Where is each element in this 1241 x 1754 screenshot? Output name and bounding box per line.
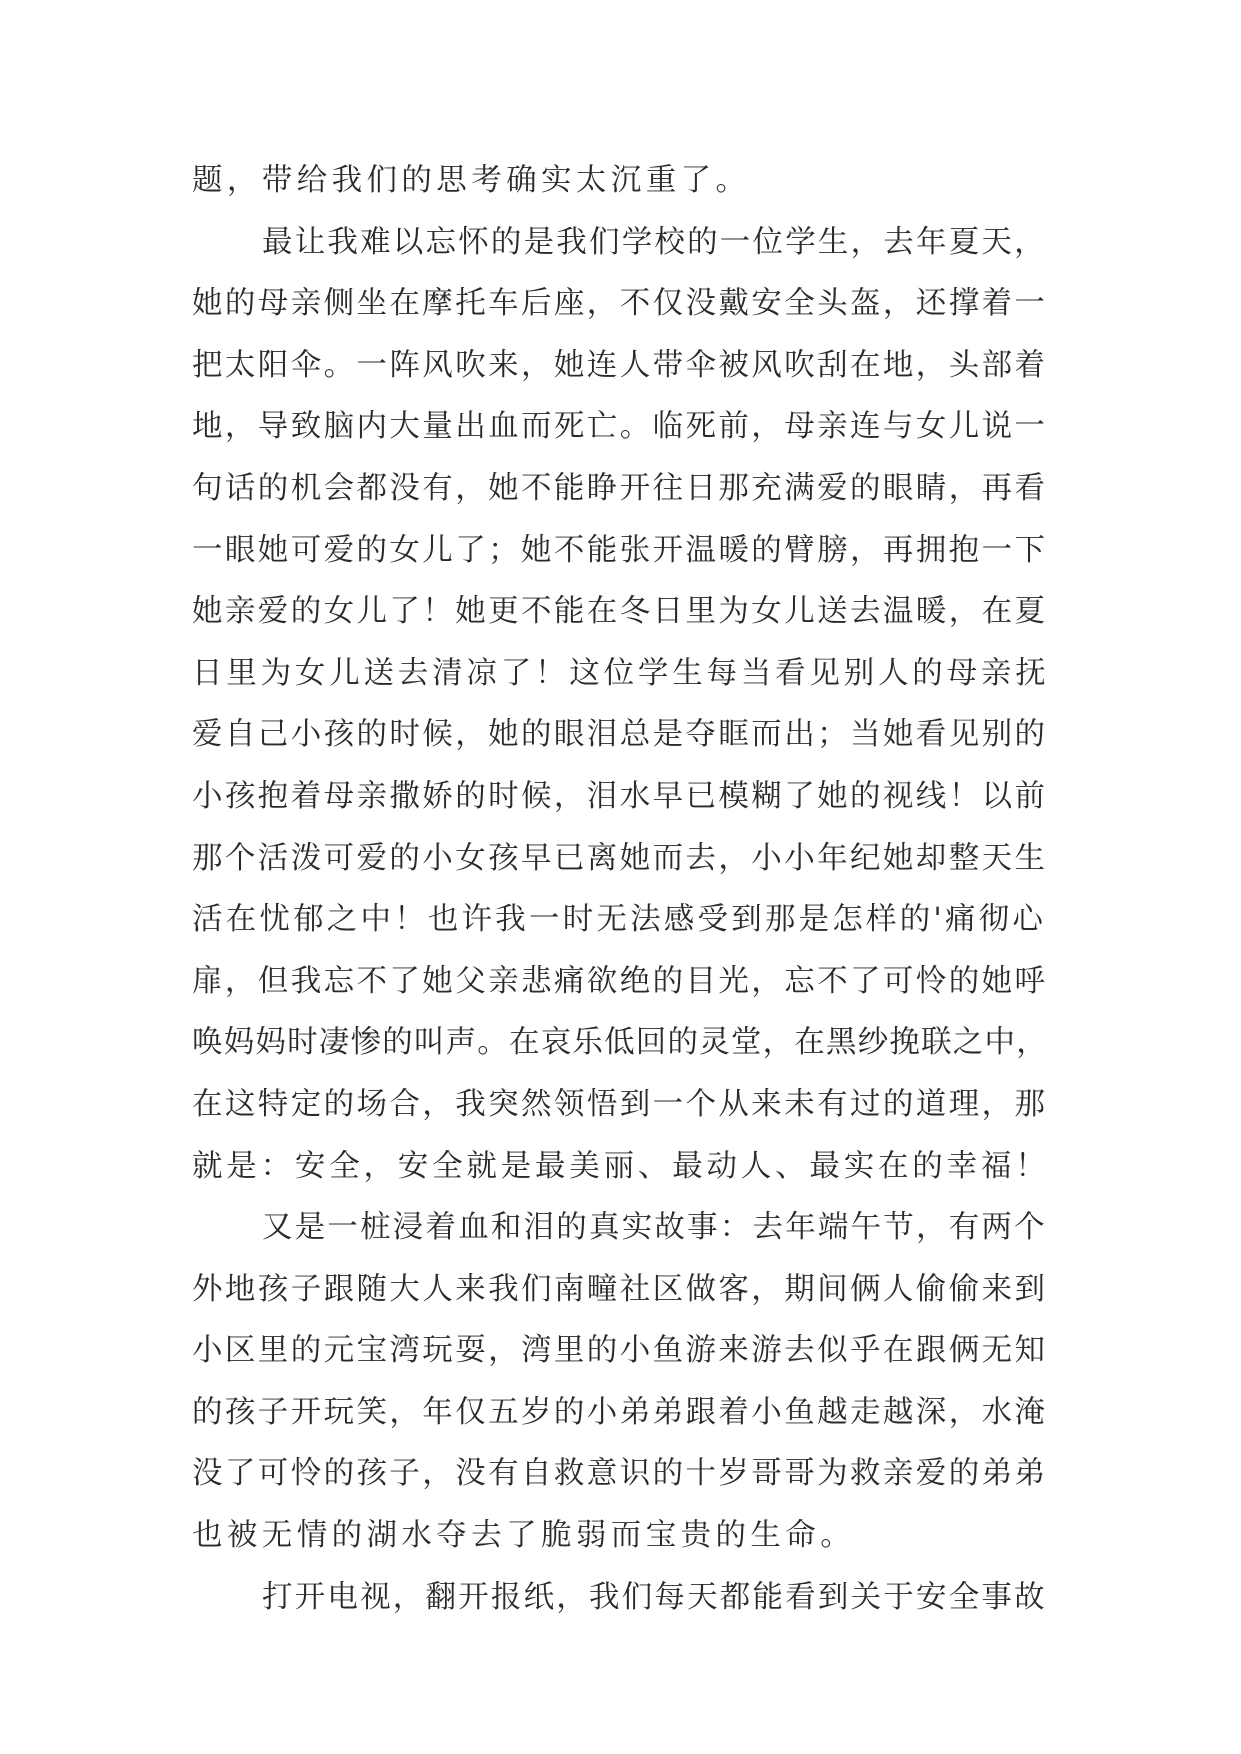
paragraph-first-line: 最让我难以忘怀的是我们学校的一位学生，去年夏天， — [262, 224, 1047, 260]
text-line: 她的母亲侧坐在摩托车后座，不仅没戴安全头盔，还撑着一 — [192, 286, 1048, 322]
text-line: 题，带给我们的思考确实太沉重了。 — [192, 163, 751, 198]
text-line: 爱自己小孩的时候，她的眼泪总是夺眶而出；当她看见别的 — [192, 717, 1048, 753]
text-line: 的孩子开玩笑，年仅五岁的小弟弟跟着小鱼越走越深，水淹 — [192, 1394, 1048, 1430]
document-body — [192, 150, 1050, 1628]
text-line: 小孩抱着母亲撒娇的时候，泪水早已模糊了她的视线！以前 — [192, 778, 1048, 814]
text-line: 把太阳伞。一阵风吹来，她连人带伞被风吹刮在地，头部着 — [192, 347, 1048, 383]
paragraph-first-line: 打开电视，翻开报纸，我们每天都能看到关于安全事故 — [262, 1579, 1047, 1615]
text-line: 就是：安全，安全就是最美丽、最动人、最实在的幸福！ — [192, 1148, 1050, 1184]
text-line: 在这特定的场合，我突然领悟到一个从来未有过的道理，那 — [192, 1086, 1048, 1122]
text-line: 日里为女儿送去清凉了！这位学生每当看见别人的母亲抚 — [192, 655, 1050, 691]
text-line: 那个活泼可爱的小女孩早已离她而去，小小年纪她却整天生 — [192, 840, 1048, 876]
text-line: 小区里的元宝湾玩耍，湾里的小鱼游来游去似乎在跟俩无知 — [192, 1333, 1048, 1369]
text-line: 扉，但我忘不了她父亲悲痛欲绝的目光，忘不了可怜的她呼 — [192, 963, 1048, 999]
text-line: 唤妈妈时凄惨的叫声。在哀乐低回的灵堂，在黑纱挽联之中， — [192, 1025, 1048, 1061]
text-line: 活在忧郁之中！也许我一时无法感受到那是怎样的'痛彻心 — [192, 902, 1047, 938]
text-line: 她亲爱的女儿了！她更不能在冬日里为女儿送去温暖，在夏 — [192, 594, 1048, 630]
text-line: 外地孩子跟随大人来我们南疃社区做客，期间俩人偷偷来到 — [192, 1271, 1048, 1307]
text-line: 一眼她可爱的女儿了；她不能张开温暖的臂膀，再拥抱一下 — [192, 532, 1048, 568]
text-line: 没了可怜的孩子，没有自救意识的十岁哥哥为救亲爱的弟弟 — [192, 1456, 1048, 1492]
text-line: 句话的机会都没有，她不能睁开往日那充满爱的眼睛，再看 — [192, 470, 1048, 506]
paragraph-first-line: 又是一桩浸着血和泪的真实故事：去年端午节，有两个 — [262, 1210, 1047, 1246]
text-line: 也被无情的湖水夺去了脆弱而宝贵的生命。 — [192, 1518, 856, 1554]
text-line: 地，导致脑内大量出血而死亡。临死前，母亲连与女儿说一 — [192, 409, 1048, 445]
